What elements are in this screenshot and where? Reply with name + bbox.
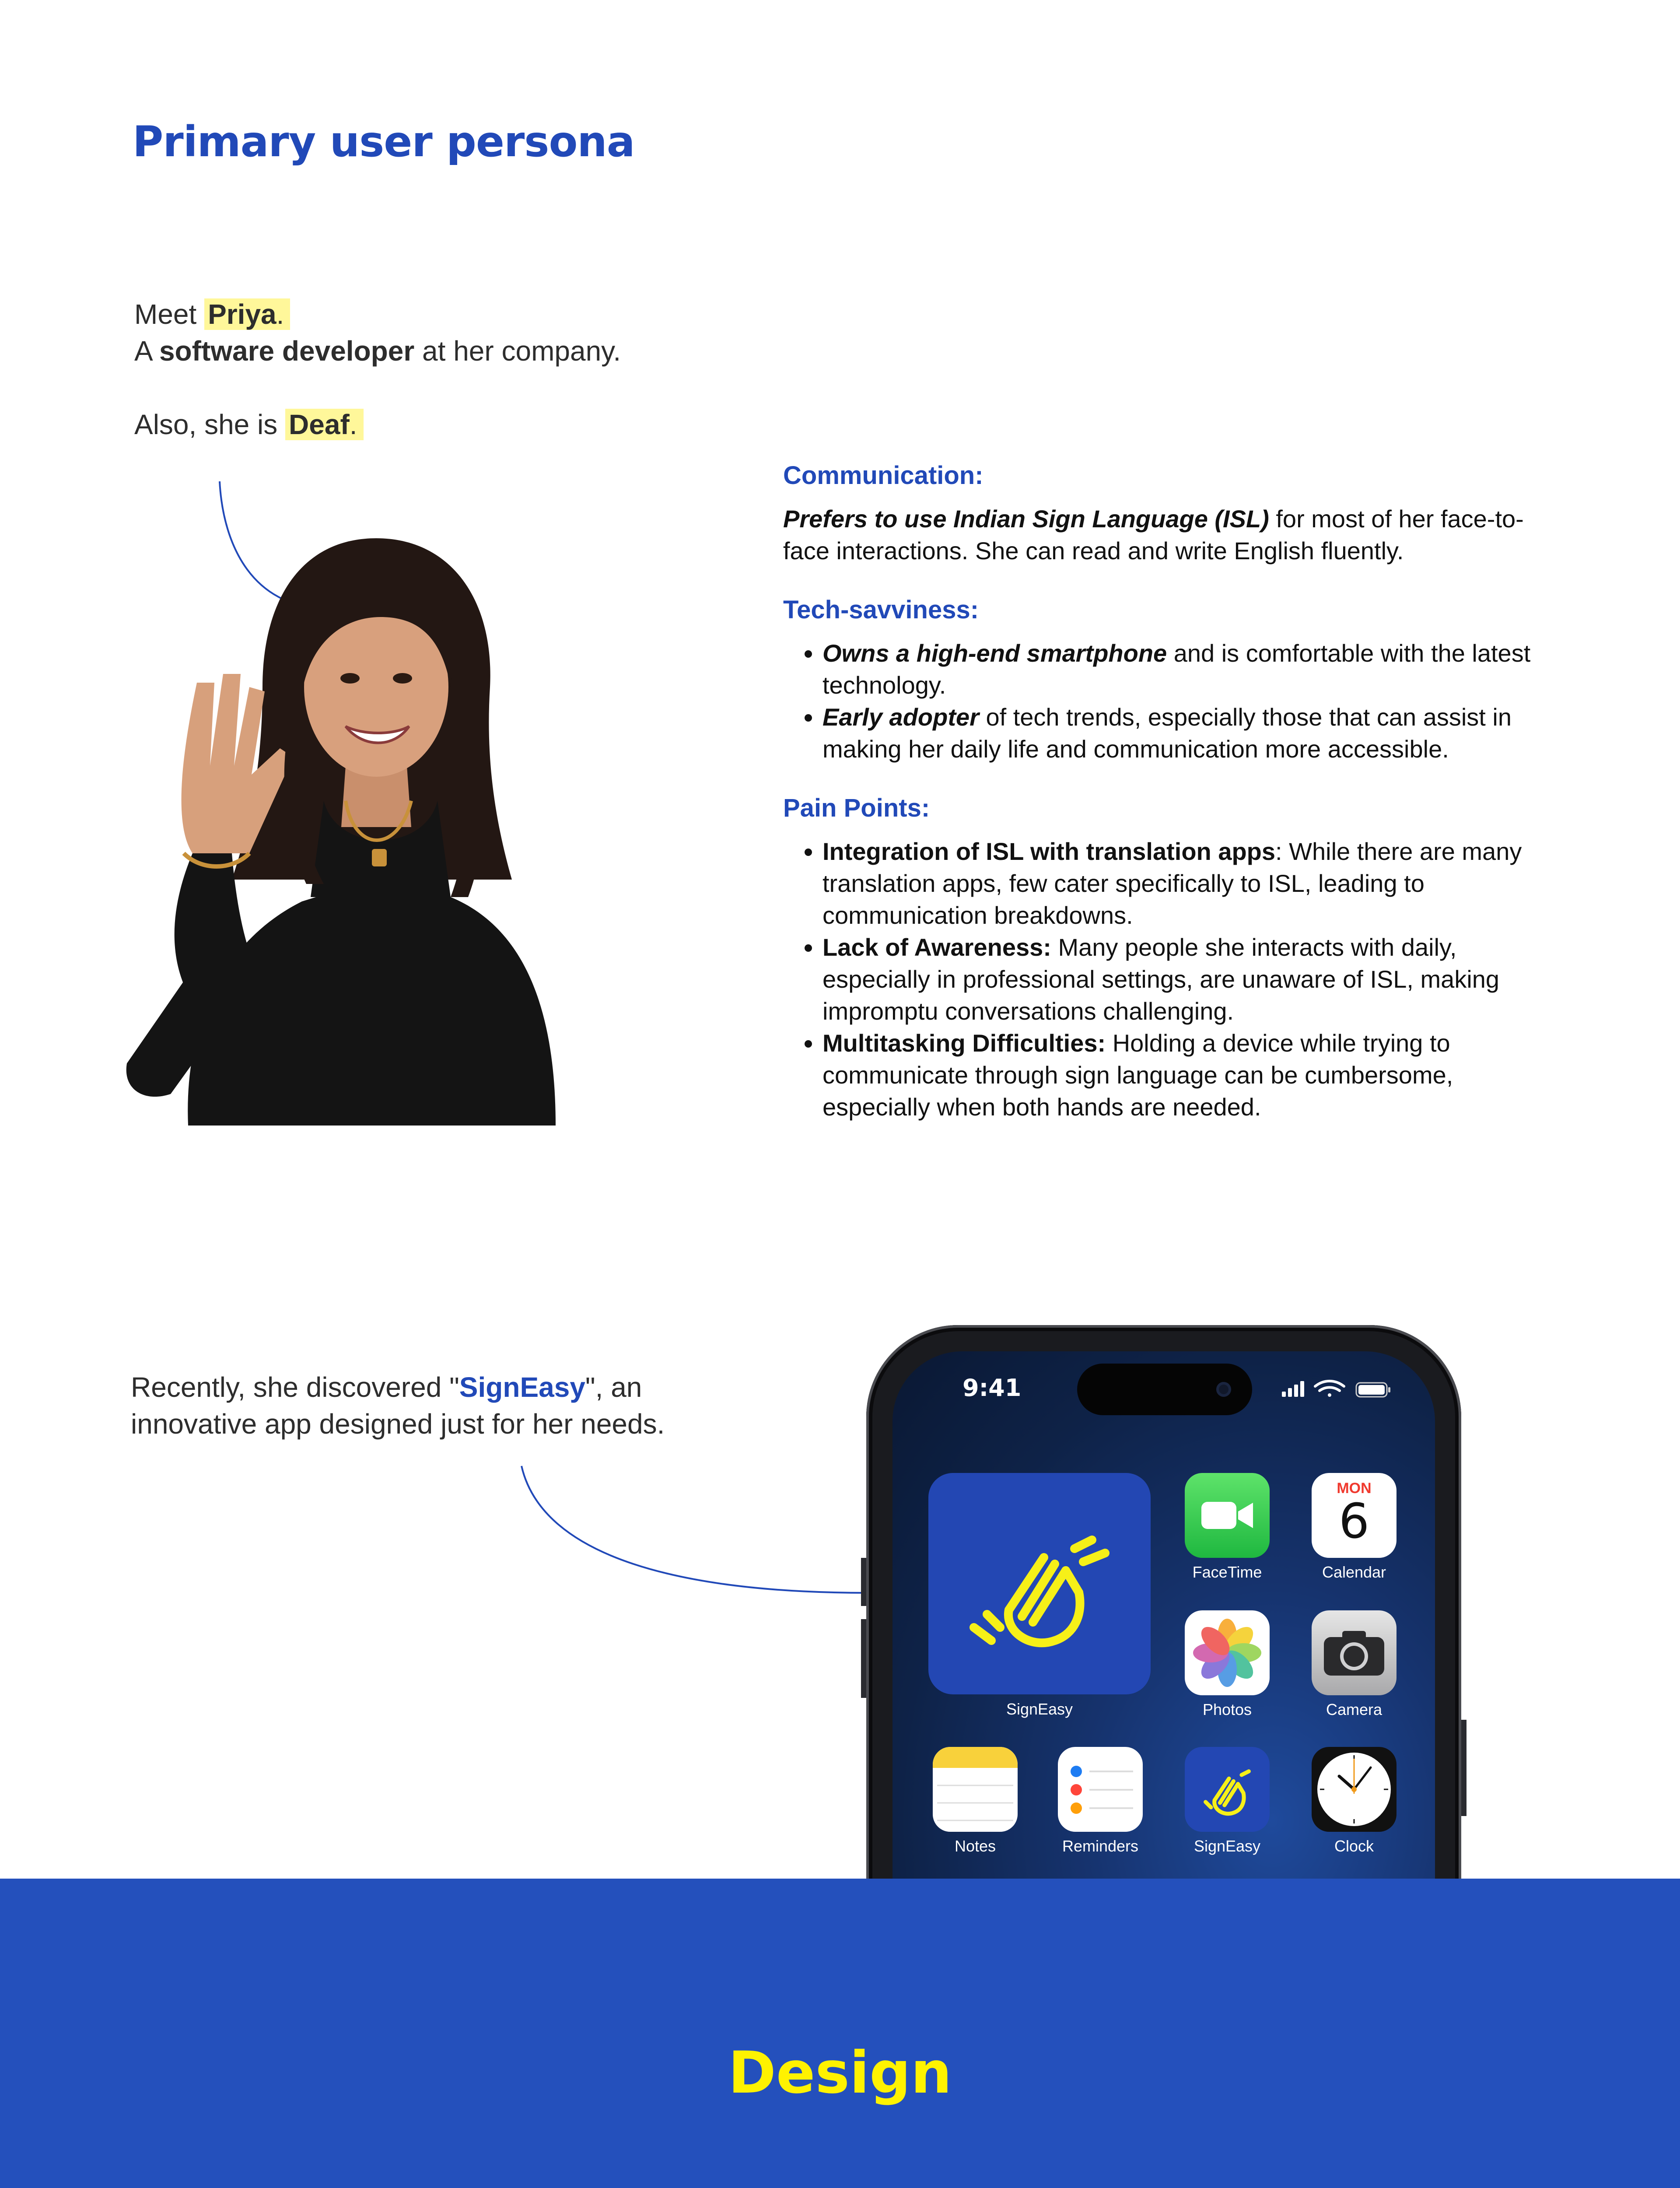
item-bold: Owns a high-end smartphone	[822, 639, 1167, 667]
calendar-day: MON	[1337, 1480, 1372, 1497]
also-prefix: Also, she is	[134, 409, 278, 440]
signeasy-app[interactable]	[1185, 1747, 1270, 1832]
item-bold: Integration of ISL with translation apps	[822, 838, 1276, 865]
line2-prefix: A	[134, 335, 152, 367]
video-camera-icon	[1199, 1496, 1256, 1535]
persona-photo	[118, 521, 634, 1126]
reminders-list-icon	[1063, 1757, 1138, 1822]
item-rest: of tech trends, especially those that can assist in making her daily life and communication more accessible.	[822, 703, 1512, 763]
clock-face-icon	[1315, 1750, 1393, 1829]
app-connector	[522, 1466, 868, 1593]
facetime-app[interactable]	[1185, 1473, 1270, 1558]
phone-power-button	[1461, 1720, 1466, 1816]
discovery-text	[131, 1369, 665, 1442]
item-bold: Lack of Awareness:	[822, 933, 1051, 961]
photos-app[interactable]	[1185, 1610, 1270, 1695]
meet-prefix: Meet	[134, 298, 197, 330]
reminders-label: Reminders	[1062, 1837, 1139, 1855]
pain-list	[783, 835, 1562, 1123]
camera-app[interactable]	[1312, 1610, 1396, 1695]
signal-icon	[1282, 1381, 1304, 1397]
phone-side-button	[861, 1558, 866, 1606]
persona-role: software developer	[159, 335, 415, 367]
notes-header	[933, 1747, 1018, 1768]
communication-rest: for most of her face-to-face interactions. She can read and write English fluently.	[783, 505, 1524, 565]
battery-icon	[1356, 1383, 1390, 1397]
status-icons	[1282, 1378, 1396, 1400]
signeasy-wave-icon	[1194, 1759, 1260, 1820]
facetime-label: FaceTime	[1192, 1563, 1262, 1581]
clock-label: Clock	[1334, 1837, 1374, 1855]
photos-flower-icon	[1190, 1616, 1264, 1690]
calendar-app[interactable]	[1312, 1473, 1396, 1558]
item-rest: Holding a device while trying to communicate through sign language can be cumbersome, especially when both hands are needed.	[822, 1029, 1453, 1121]
line2-suffix: at her company.	[422, 335, 621, 367]
persona-name-text: Priya	[208, 298, 276, 330]
tech-heading: Tech-savviness:	[783, 596, 979, 624]
photos-label: Photos	[1202, 1701, 1252, 1718]
app-name: SignEasy	[459, 1371, 585, 1403]
pain-heading: Pain Points:	[783, 794, 930, 822]
design-section-title: Design	[728, 2039, 952, 2107]
communication-text	[783, 503, 1562, 567]
camera-label: Camera	[1326, 1701, 1382, 1718]
notes-lines-icon	[933, 1768, 1018, 1829]
discovery-suffix: ", an	[585, 1371, 642, 1403]
page-title: Primary user persona	[133, 117, 635, 166]
notes-label: Notes	[954, 1837, 996, 1855]
item-bold: Early adopter	[822, 703, 979, 731]
wifi-icon	[1315, 1381, 1344, 1397]
signeasy-widget-label: SignEasy	[1006, 1700, 1073, 1718]
list-item	[822, 835, 1562, 931]
item-rest: : While there are many translation apps, few cater specifically to ISL, leading to communication breakdowns.	[822, 838, 1522, 929]
item-bold: Multitasking Difficulties:	[822, 1029, 1106, 1057]
tech-list	[783, 637, 1562, 765]
list-item	[822, 701, 1562, 765]
item-rest: and is comfortable with the latest technology.	[822, 639, 1531, 699]
reminders-app[interactable]	[1058, 1747, 1143, 1832]
persona-details	[783, 459, 1562, 1150]
clock-app[interactable]	[1312, 1747, 1396, 1832]
calendar-label: Calendar	[1322, 1563, 1386, 1581]
front-camera	[1216, 1382, 1231, 1397]
communication-emph: Prefers to use Indian Sign Language (ISL)	[783, 505, 1269, 533]
design-section-band	[0, 1879, 1680, 2188]
discovery-line2: innovative app designed just for her needs.	[131, 1408, 665, 1440]
signeasy-label: SignEasy	[1194, 1837, 1261, 1855]
discovery-prefix: Recently, she discovered "	[131, 1371, 459, 1403]
period: .	[276, 298, 284, 330]
list-item	[822, 1027, 1562, 1123]
persona-trait-text: Deaf	[289, 409, 350, 440]
list-item	[822, 637, 1562, 701]
period: .	[349, 409, 357, 440]
communication-heading: Communication:	[783, 461, 984, 490]
calendar-date: 6	[1339, 1493, 1369, 1549]
signeasy-wave-icon	[961, 1509, 1118, 1658]
camera-icon	[1321, 1627, 1387, 1679]
status-time: 9:41	[962, 1374, 1022, 1402]
signeasy-widget[interactable]	[928, 1473, 1151, 1694]
phone-volume-button	[861, 1619, 866, 1698]
item-rest: Many people she interacts with daily, especially in professional settings, are unaware of ISL, making impromptu conversations challenging.	[822, 933, 1500, 1025]
notes-app[interactable]	[933, 1747, 1018, 1832]
list-item	[822, 931, 1562, 1027]
